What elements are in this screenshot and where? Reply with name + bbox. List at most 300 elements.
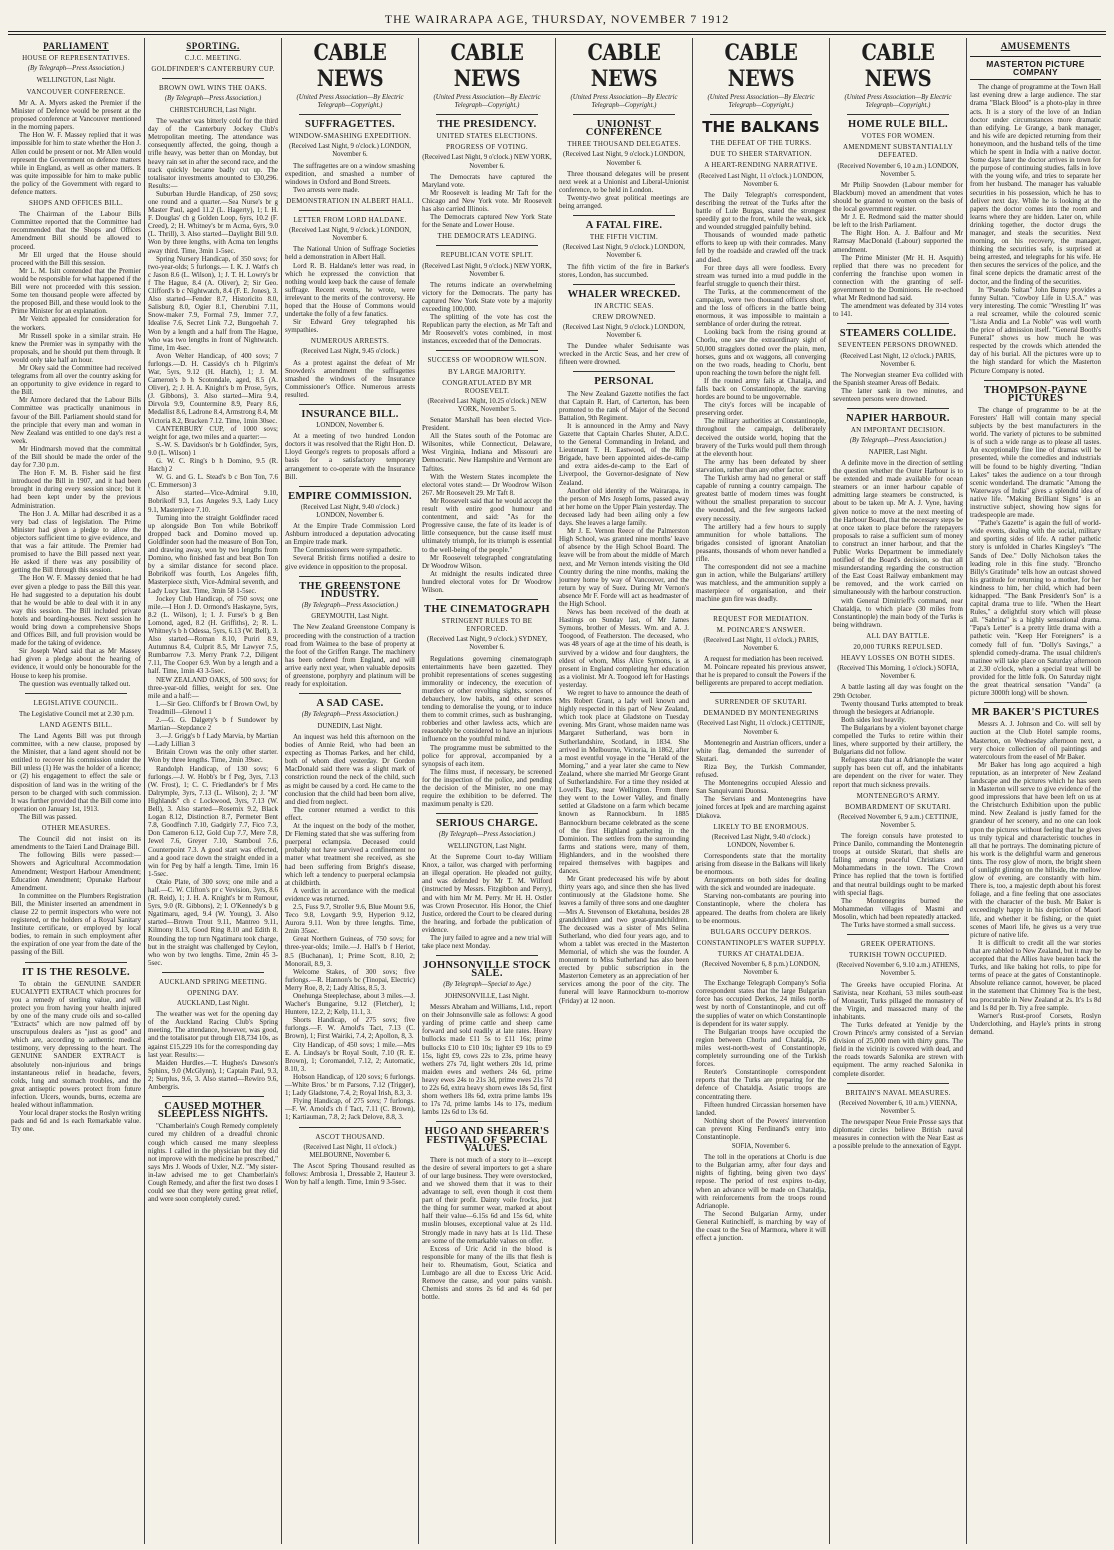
article-paragraph: The Dundee whaler Seduisante was wrecked in the Arctic Seas, and her crew of fifteen were drowned. [559, 342, 689, 367]
wire-credit: (By Telegraph—Press Association.) [438, 831, 536, 839]
cable-news-title: CABLE NEWS [587, 40, 661, 92]
column-rule [299, 576, 401, 577]
article-paragraph: All the States south of the Potomac are Wilsonites, while Connecticut, Delaware, West Virginia, Indiana and Missouri are Democratic. New Hampshire and Vermont are Taftites. [422, 432, 552, 473]
article-paragraph: The programme must be submitted to the police for approval, accompanied by a synopsis of each item. [422, 743, 552, 768]
article-paragraph: Mr Grant predeceased his wife by about thirty years ago, and since then she has lived continuously at the Gladstone home. She leaves a family of three sons and one daughter—Mrs A. Stevenson of Eketahuna, besides 28 grandchildren and two great-grandchildren. The deceased was a sister of Mrs Selina Sutherland, who died four years ago, and to whom a tablet was erected in the Masterton Memorial, of which she was the founder. A monument to Miss Sutherland has also been erected by public subscription in the Masterton Cemetery as an appreciation of her services among the poor of the city. The funeral will leave Rannockburn to-morrow (Friday) at 12 noon. [559, 875, 689, 1005]
subheading: MONTENEGRO'S ARMY. [856, 791, 940, 800]
column-grid [8, 38, 1106, 1544]
cable-news-title: CABLE NEWS [724, 40, 798, 92]
article-paragraph: There is not much of a story to it—except the desire of several importers to get a share of our large business. They were overstocked, and we showed them that it was to their advantage to sell, even though it cost them part of their profit. Dainty voile frocks, just the thing for summer wear, marked at about half their value—6.15s 6d and 15s 6d, white muslin blouses, exceptional value at 2s 11d. Strongly made in navy hats at 1s 11d. These are some of the remarkable values on offer. [422, 1155, 552, 1245]
subheading: CONSTANTINOPLE'S WATER SUPPLY. [696, 938, 826, 947]
article-paragraph: The following Bills were passed:— Showers and Agricultural Accommodation Amendment; Westport Harbour Amendment; Education Amendment; Opunake Harbour Amendment. [11, 851, 141, 892]
article-paragraph: A battle lasting all day was fought on the 29th October. [833, 683, 963, 700]
column-rule [573, 284, 675, 285]
section-heading: AMUSEMENTS [1000, 41, 1071, 51]
cable-news-title: CABLE NEWS [861, 40, 935, 92]
subheading: AMENDMENT SUBSTANTIALLY DEFEATED. [843, 143, 953, 160]
article-headline: THE PRESIDENCY. [437, 119, 537, 131]
article-headline: SERIOUS CHARGE. [436, 818, 538, 830]
article-paragraph: 2.5, Fuss 9.7, Stroller 9.6, Blue Mount 9.6, Teco 9.8, Lovgarth 9.9, Hyperion 9.12, Aurora 9.11. Won by three lengths. Time, 2min 35sec. [285, 902, 415, 936]
subheading: DEMONSTRATION IN ALBERT HALL. [286, 196, 414, 205]
article-paragraph: An inquest was held this afternoon on the bodies of Annie Reid, who had been an expecting as Thomas Parkes, and her child, both of whom died yesterday. Dr Gordon MacDonald said there was a slight mark of constriction round the neck of the child, such as might be caused by a cord. He came to the conclusion that the child had been born alive, and died from neglect. [285, 733, 415, 806]
article-paragraph: The Servians and Montenegrins have joined forces at Ipek and are marching against Diakova. [696, 795, 826, 820]
subheading: LIKELY TO BE ENORMOUS. [713, 822, 809, 831]
article-paragraph: At the Empire Trade Commission Lord Ashburn introduced a deputation advocating an Empire trade mark. [285, 522, 415, 547]
article-paragraph: Mr Hindmarsh moved that the committal of the Bill should be made the order of the day for 7.30 p.m. [11, 444, 141, 470]
dateline: WELLINGTON, Last Night. [36, 76, 116, 84]
article-paragraph: The films must, if necessary, be screened for the inspection of the police, and pending the decision of the Minister, no one may require the exhibition to be deferred. The maximum penalty is £20. [422, 767, 552, 809]
article-paragraph: The foreign consuls have protested to Prince Danilo, commanding the Montenegrin troops at outside Skutari, that shells are falling among peaceful Christians and Mohammedans in the town. The Crown Prince has replied that the town is fortified and that neutral buildings ought to be marked with special flags. [833, 832, 963, 897]
article-headline: A SAD CASE. [316, 698, 384, 710]
article-paragraph: Refugees state that at Adrianople the water supply has been cut off, and the inhabitants are dependent on the river for water. They report that much sickness prevails. [833, 756, 963, 789]
article-paragraph: A request for mediation has been received. [704, 654, 824, 663]
column-rule [299, 1127, 401, 1128]
dateline: (Received Last Night, 9 o'clock.) SYDNEY, November 6. [426, 636, 548, 652]
article-paragraph: The city's forces will be incapable of preserving order. [696, 401, 826, 418]
article-paragraph: Spring Nursery Handicap, of 350 sovs; for two-year-olds; 5 furlongs.— I. K. J. Watt's ch c Jason 8.6 (L. Wilson), 1; J. T. H. Lowry's br f The Hague, 8.4 (A. Oliver), 2; Sir Geo. Clifford's b c Nightwatch, 8.4 (F. E. Jones), 3. Also started—Fender 8.7, Historicito 8.0, Salisburg 8.0, Ogier 8.1, Cherubini 7.11, Snow-maker 7.9, Formal 7.9, Immer 7.7, Idealise 7.6, Secret Link 7.2, Bungoehah 7. Won by a length and a half from The Hague, who was two lengths in front of Nightwatch. Time, 1m 4sec. [148, 254, 278, 352]
feature-headline: THE BALKANS [702, 118, 820, 137]
subheading: NUMEROUS ARRESTS. [310, 337, 390, 346]
subheading: BRITAIN'S NAVAL MEASURES. [845, 1088, 951, 1097]
dateline: (Received November 6, 10 a.m.) VIENNA, November 5. [838, 1099, 958, 1115]
column-rule [710, 692, 812, 693]
article-paragraph: Messrs Abraham and Williams, Ltd., report on their Johnsonville sale as follows: A good yarding of prime cattle and sheep came forward and sold readily at late rates. Heavy bullocks made £11 5s to £11 16s; prime bullocks £10 to £10 10s; lighter £9 10s to £9 15s, light £9, cows 22s to 23s, prime heavy wethers 27s 7d, light wethers 20s 1d, prime maiden ewes and wethers 24s 6d, prime heavy ewes 24s to 21s 3d, prime ewes 21s 7d to 22s 6d, extra heavy shorn ewes 18s 5d, first shorn wethers 18s 6d, extra prime lambs 19s to 17s 7d, prime lambs 14s to 17s, medium lambs 12s 6d to 13s 6d. [422, 1003, 552, 1117]
column-rule [847, 934, 949, 935]
article-headline: UNIONIST CONFERENCE [585, 119, 663, 139]
column-rule [847, 408, 949, 409]
dateline: (Received Last Night, 9 o'clock.) LONDON, November 6. [562, 323, 686, 340]
article-paragraph: Looking back from the rising ground at Chorlu, one saw the extraordinary sight of 50,000 stragglers dotted over the plain, men, horses, guns and ox waggons, all converging on the two roads, heading to Chorlu, bent upon reaching the town before the night fell. [696, 328, 826, 377]
article-paragraph: The Commissioners were sympathetic. [293, 546, 402, 555]
column-rule [573, 215, 675, 216]
article-paragraph: S.-W. S. Davidson's br h Goldfinder, 5yrs, 9.0 (L. Wilson) 1 [148, 440, 278, 457]
article-paragraph: The change of programme to be at the Foresters' Hall will contain many special subjects by the best manufacturers in the world. The variety of pictures to be submitted is of such a wide range as to please all tastes. An exceptionally fine line of dramas will be presented, while the comedies and industrials will be found to be highly diverting. "Indian Lakes" takes the audience on a tour through scenic wonderland. The dramatic "Among the Waterways of India" gives a splendid idea of native life. "Making Brilliant Signs" is an instructive subject, showing how signs for tradespeople are made. [970, 405, 1101, 520]
article-paragraph: The Turkish army had no general or staff capable of running a country campaign. The greatest battle of modern times was fought without the smallest preparation to succour the wounded, and the few surgeons lacked every necessity. [696, 474, 826, 523]
subheading: HEAVY LOSSES ON BOTH SIDES. [840, 654, 956, 663]
article-paragraph: The Hon W. F. Massey denied that he had ever given a pledge to pass the Bill this year. He had suggested to a deputation his doubt that he would be able to deal with it in any way this session. The Bill included private hotels and boarding-houses. Next session he would bring down a comprehensive Shops and Offices Bill, and full provision would be made for the taking of evidence. [11, 574, 141, 648]
article-paragraph: The newspaper Neue Freie Presse says that diplomatic circles believe British naval measures in connection with the Near East as a possible prelude to the annexation of Egypt. [833, 1117, 963, 1151]
article-paragraph: The Greeks have occupied Florina. At Sativista, near Kozhani, 53 miles south-east of Monastir, Turks pillaged the monastery of the Virgin, and massacred many of the inhabitants. [833, 980, 963, 1021]
article-paragraph: The Council did not insist on its amendments to the Taieri Land Drainage Bill. [11, 835, 141, 852]
subheading: CREW DROWNED. [592, 312, 656, 321]
subheading: GREEK OPERATIONS. [860, 940, 936, 949]
article-paragraph: News has been received of the death at Hastings on Sunday last, of Mr James Symons, brother of Messrs. Wm. and A. J. Toogood, of Featherston. The deceased, who was 48 years of age at the time of his death, is survived by a widow and four daughters, the eldest of whom, Miss Alice Symons, is at present in England completing her education as a violinist. Mr A. Toogood left for Hastings yesterday. [559, 608, 689, 689]
subheading: BY LARGE MAJORITY. [448, 367, 526, 376]
article-paragraph: Mr Roosevelt said that he would accept the result with entire good humour and contentment, and said: "As for the Progressive cause, the fate of its leader is of little consequence, but the cause itself must ultimately triumph, for its triumph is essential to the well-being of the people." [422, 496, 552, 554]
subheading: STRINGENT RULES TO BE ENFORCED. [441, 617, 533, 634]
dateline: (Received November 6, 9.10 a.m.) ATHENS, November 5. [836, 962, 960, 978]
wire-credit: (United Press Association—By Electric Telegraph—Copyright.) [570, 94, 678, 109]
subheading: GOLDFINDER'S CANTERBURY CUP. [151, 65, 275, 74]
dateline: (Received Last Night, 9 o'clock.) LONDON, November 6. [288, 227, 412, 243]
dateline: SOFIA, November 6. [731, 1143, 791, 1151]
dateline: NAPIER, Last Night. [868, 448, 928, 456]
subheading: A HEART-RENDING NARRATIVE. [704, 161, 818, 170]
article-paragraph: The Montenegrins burned the Mohammedan villages of Masmi and Mosolin, which had been repeatedly attacked. [833, 896, 963, 921]
subheading: SEVENTEEN PERSONS DROWNED. [838, 341, 958, 350]
article-paragraph: Maiden Hurdles.—T. Hughes's Dawson's Sphinx, 9.0 (McGlynn), 1; Captain Paul, 9.3, 2; Surplus, 9.6, 3. Also started—Rewiro 9.6, Ambergris. [148, 1058, 278, 1092]
subheading: HOUSE OF REPRESENTATIVES. [22, 54, 130, 63]
article-paragraph: NEW ZEALAND OAKS, of 500 sovs; for three-year-old fillies, weight for sex. One mile and a half:— [148, 675, 278, 700]
boxed-headline: MASTERTON PICTURE COMPANY [970, 56, 1101, 80]
article-paragraph: 3.—J. Grigg's b f Lady Marvia, by Martian—Lady Lillian 3 [148, 732, 278, 749]
article-paragraph: Britain Crown was the only other starter. Won by three lengths. Time, 2min 39sec. [148, 748, 278, 765]
subheading: OPENING DAY. [187, 989, 239, 997]
subheading: REPUBLICAN VOTE SPLIT. [440, 251, 534, 260]
column-rule [299, 404, 401, 405]
column-rule [573, 114, 675, 115]
article-paragraph: Correspondents state that the mortality arising from disease in the Balkans will likely be enormous. [696, 851, 826, 877]
wire-credit: (By Telegraph—Press Association.) [301, 711, 399, 719]
dateline: AUCKLAND, Last Night. [176, 1000, 250, 1008]
column-2 [145, 38, 282, 1544]
article-paragraph: Great Northern Guineas, of 750 sovs; for three-year-olds; 1mile.—J. Hall's b f Heriot, 8.5 (Buchanan), 1; Prime Scott, 8.10, 2; Monorail, 8.9, 3. [285, 935, 415, 968]
column-rule [299, 693, 401, 694]
article-paragraph: Hobson Handicap, of 120 sovs; 6 furlongs.—White Bros.' br m Parsons, 7.12 (Trigger), 1; Lady Gladstone, 7.4, 2; Royal Irish, 8.3, 3. [285, 1072, 415, 1098]
wire-credit: (United Press Association—By Electric Telegraph—Copyright.) [296, 94, 404, 109]
article-paragraph: "Pathe's Gazette" is again the full of world-wide events, dealing with the social, military and sporting sides of life. A rather pathetic story is unfolded in Charles Kingsley's "The Sands of Dee." Dolly Nicholson takes the leading role in this fine study. "Broncho Billy's Gratitude" tells how an outcast showed his gratitude for returning to a mother, for her kindness to him, her child, which had been kidnapped. "The Bank President's Son" is a capital drama true to life. "When the Heart Rules," a delightful story which will please all. "Sabrina" is a highly sensational drama. "Papa's Letter" is a pretty little drama with a pathetic vein. "Keep Her Foreigners" is a comedy full of fun. "Dolly's Savings," a splendid comedy-drama. The usual children's matinee will take place on Saturday afternoon at 2.30 o'clock, when a special treat will be provided for the little folk. On Saturday night the great theatrical sensation "Vanda" (a picture 3000ft long) will be shown. [970, 519, 1101, 698]
subheading: UNITED STATES ELECTIONS. [436, 132, 538, 141]
article-paragraph: The latter sank in two minutes, and seventeen persons were drowned. [833, 386, 963, 403]
article-paragraph: I.—Sir Geo. Clifford's br f Brown Owl, by Treadmill—Glenowl 1 [148, 699, 278, 716]
wire-credit: (By Telegraph—Press Association.) [27, 65, 125, 73]
article-paragraph: The suffragettes are on a window smashing expedition, and smashed a number of windows in Oxford and Bond Streets. [285, 161, 415, 186]
column-rule [847, 1083, 949, 1084]
article-paragraph: The artillery had a few hours to supply ammunition for whole battalions. The brigades consisted of ignorant Anatolian peasants, thousands of whom never handled a rifle. [696, 522, 826, 563]
article-paragraph: Sir Edward Grey telegraphed his sympathies. [285, 318, 415, 335]
article-paragraph: M. Poincare repeated his previous answer, that he is prepared to consult the Powers if the belligerents are prepared to accept mediation. [696, 663, 826, 688]
subheading: BROWN OWL WINS THE OAKS. [159, 84, 267, 93]
article-headline: WHALER WRECKED. [567, 288, 681, 300]
column-rule [162, 972, 264, 973]
wire-credit: (By Telegraph—Special to Age.) [443, 981, 531, 989]
subheading: OTHER MEASURES. [41, 824, 111, 833]
column-rule [710, 609, 812, 610]
article-paragraph: Welcome Stakes, of 300 sovs; five furlongs.—R. Hannon's bc (Tinopai, Electric) Merry Roe, 8, 2; Lady Altiss, 8.5, 3. [285, 967, 415, 992]
article-paragraph: The fifth victim of the fire in Barker's stores, London, has succumbed. [559, 262, 689, 279]
article-paragraph: Lord R. B. Haldane's letter was read, in which he expressed the conviction that nothing would keep back the cause of female suffrage. Recent events, he wrote, were irrelevant to the merits of the controversy. He hoped that the House of Commons would undertake the folly of a few fanatics. [285, 261, 415, 319]
wire-credit: (United Press Association—By Electric Telegraph—Copyright.) [433, 94, 541, 109]
article-paragraph: The Norwegian steamer Eva collided with the Spanish steamer Areas off Bedaix. [833, 370, 963, 387]
article-headline: A FATAL FIRE. [585, 220, 663, 232]
article-paragraph: City Handicap, of 450 sovs; 1 mile.—Mrs E. A. Lindsay's br Royal Soult, 7.10 (R. E. Brown), 1; Coromandel, 7.12, 2; Automatic, 8.10, 3. [285, 1040, 415, 1073]
article-paragraph: The Bulgarian troops have occupied the region between Chorlu and Chataldja, 26 miles west-north-west of Constantinople, completely surrounding one of the Turkish forces. [696, 1027, 826, 1069]
article-paragraph: Fifteen hundred Circassian horsemen have landed. [696, 1100, 826, 1117]
column-rule [436, 1121, 538, 1122]
dateline: (Received Last Night, 12 o'clock.) PARIS, November 6. [840, 352, 956, 368]
article-paragraph: At a meeting of two hundred London doctors it was resolved that the Right Hon. D. Lloyd George's regrets to proposals afford a basis for a satisfactory temporary arrangement to co-operate with the Insurance Bill. [285, 432, 415, 481]
article-paragraph: Also started—Vice-Admiral 9.10, Bobrikoff 9.3, Los Angeles 9.3, Lady Lucy 9.1, Masterpiece 7.10. [148, 489, 278, 514]
subheading: THE DEFEAT OF THE TURKS. [710, 139, 812, 148]
article-headline: THE CINEMATOGRAPH [424, 604, 550, 616]
subheading: SURRENDER OF SKUTARI. [715, 698, 807, 707]
article-paragraph: Twenty-two great political meetings are being arranged. [559, 193, 689, 211]
article-headline: CAUSED MOTHER SLEEPLESS NIGHTS. [157, 1101, 269, 1121]
dateline: DUNEDIN, Last Night. [317, 722, 383, 730]
article-paragraph: The Turks have stormed a small success. [841, 921, 956, 930]
section-heading: SPORTING. [186, 41, 240, 51]
subheading: SHOPS AND OFFICES BILL. [28, 199, 124, 208]
article-paragraph: Otaio Plate, of 300 sovs; one mile and a half.—C. W. Clifton's pr c Vevision, 3yrs, 8.6 (R. Reid), 1; J. H. A. Knight's br m Rumour, 5yrs, 9.0 (R. Gibbons), 2; I. O'Kennedy's b g Ngatimaru, aged, 9.4 (W. Young), 3. Also started—Brown Trout 9.11, Mantreo 9.11, Kilmony 8.13, Good Ring 8.10 and Edith 8. Rounding the top turn Ngatimaru took charge, but in the straight was challenged by Ceylon, who won by two lengths. Time, 2min 45 3-5sec. [148, 877, 278, 967]
article-paragraph: Mr Okey said the Committee had received telegrams from all over the country asking for an opportunity to give evidence in regard to the Bill. [11, 363, 141, 397]
dateline: GREYMOUTH, Last Night. [311, 613, 389, 621]
subheading: AN IMPORTANT DECISION. [850, 426, 946, 435]
dateline: (Received This Morning, 1 o'clock.) SOFIA, November 6. [837, 665, 959, 681]
article-paragraph: The Chairman of the Labour Bills Committee reported that the Committee had recommended that the Shops and Offices Amendment Bill should be allowed to proceed. [11, 210, 141, 251]
column-1 [8, 38, 145, 1544]
article-paragraph: Excess of Uric Acid in the blood is responsible for many of the ills that flesh is heir to. Rheumatism, Gout, Sciatica and Lumbago are all due to Excess Uric Acid. Remove the cause, and your pains vanish. Chemists and stores 2s 6d and 4s 6d per bottle. [422, 1244, 552, 1302]
article-paragraph: The coroner returned a verdict to this effect. [285, 805, 415, 822]
article-paragraph: The Bulgarians by a violent bayonet charge compelled the Turks to retire within their lines, where supported by their artillery, the Bulgarians did not follow. [833, 723, 963, 757]
article-paragraph: The Ascot Spring Thousand resulted as follows: Ambrosia 1, Dressable 2, Hauteur 3. Won by half a length. Time, 1min 9 3-5sec. [285, 1161, 415, 1186]
article-paragraph: The toll in the operations at Chorlu is due to the Bulgarian army, after four days and nights of fighting, being given two days' repose. The period of rest expires to-day, when an advance will be made on Chataldja, with reinforcements from the troops round Adrianople. [696, 1153, 826, 1210]
article-headline: THE GREENSTONE INDUSTRY. [299, 580, 401, 600]
article-paragraph: The Second Bulgarian Army, under General Kutinchieff, is marching by way of the coast to the Sea of Marmora, where it will effect a junction. [696, 1209, 826, 1243]
article-paragraph: The National Union of Suffrage Societies held a demonstration in Albert Hall. [285, 245, 415, 262]
article-paragraph: The jury failed to agree and a new trial will take place next Monday. [422, 934, 552, 951]
article-paragraph: The Prime Minister (Mr H. H. Asquith) replied that there was no precedent for conferring the franchise upon women in connection with the granting of self-government to the Dominions. He re-echoed what Mr Redmond had said. [833, 253, 963, 303]
article-paragraph: The Hon J. A. Millar had described it as a very bad class of legislation. The Prime Minister had given a pledge to allow the objectors sufficient time to give evidence, and that was a fair attitude. The Premier had promised to have the Bill passed next year. He asked if there was any possibility of getting the Bill through this session. [11, 509, 141, 575]
column-8 [967, 38, 1104, 1544]
subheading: REQUEST FOR MEDIATION. [713, 614, 809, 623]
column-rule [847, 323, 949, 324]
article-paragraph: Mr J. E. Redmond said the matter should be left to the Irish Parliament. [833, 213, 963, 230]
article-paragraph: Regulations governing cinematograph entertainments have been gazetted. They prohibit representations of scenes suggesting immorality or indecency, the execution of murders or other revolting sights, scenes of debauchery, low habits, and other scenes tending to demoralise the young, or to induce them to commit crimes, such as bushranging, robberies and other lawless acts, which are reasonably be considered to have an injurious influence on the youthful mind. [422, 654, 552, 744]
article-paragraph: We regret to have to announce the death of Mrs Robert Grant, a lady well known and highly respected in this part of New Zealand, which took place at Gladstone on Tuesday evening. Mrs Grant, whose maiden name was Margaret Sutherland, was born in Sutherlandshire, Scotland, in 1834. She arrived in Melbourne, Victoria, in 1862, after a most eventful voyage in the "Herald of the Morning," and a year later she came to New Zealand, where she married Mr George Grant of Sutherlandshire. For a time they resided at Lovell's Bay, near Wellington. From there they went to the Lower Valley, and finally settled at Gladstone on a farm which became known as Rannockburn. In 1885 Bannockburn became celebrated as the scene of the first Highland gathering in the Dominion. The settlers from the surrounding farms and stations were, many of them, Highlanders, and in the woolshed there repaired themselves with bagpipes and dances. [559, 689, 689, 876]
article-paragraph: The Bill was passed. [19, 812, 77, 821]
column-4 [419, 38, 556, 1544]
column-5 [556, 38, 693, 1544]
article-paragraph: The Hon F. M. B. Fisher said he first introduced the Bill in 1907, and it had been brought in during every session since; but it had been kept under by the previous Administration. [11, 469, 141, 510]
article-paragraph: The weather was bitterly cold for the third day of the Canterbury Jockey Club's Metropolitan meeting. The attendance was consequently affected, the going, though a trifle heavy, was better than on Monday, but heavy rain set in after the second race, and the track quickly became badly cut up. The totalisator investments amounted to £30,296. Results:— [148, 117, 278, 190]
subheading: C.J.C. MEETING. [184, 54, 242, 63]
article-paragraph: The Exchange Telegraph Company's Sofia correspondent states that the large Bulgarian force has occupied Derkos, 24 miles north-west by north of Constantinople, and cut off the supplies of water on which Constantinople is dependent for its water supply. [696, 979, 826, 1028]
subheading: BULGARS OCCUPY DERKOS. [710, 927, 812, 936]
column-rule [25, 962, 127, 963]
section-heading: PARLIAMENT [43, 41, 109, 51]
column-rule [25, 693, 127, 694]
article-paragraph: Messrs A. J. Johnson and Co. will sell by auction at the Club Hotel sample rooms, Masterton, on Wednesday afternoon next, a very choice collection of oil paintings and watercolours from the easel of Mr Baker. [970, 720, 1101, 761]
subheading: IN ARCTIC SEAS. [594, 301, 654, 310]
article-paragraph: Suburban Hurdle Handicap, of 250 sovs; one round and a quarter.—Sea Nurse's br g Master Paul, aged 11.2 (L. Hagerty), 1; I. H. F. Douglas' ch g Golden Loop, 6yrs, 10.2 (F. Creed), 2; H. Whitney's br m Acma, 6yrs, 9.0 (L. Thrill), 3. Also started—Daylight Bill 9.0. Won by three lengths, with Acma ten lengths away third. Time, 3min 1-5sec. [148, 189, 278, 255]
article-paragraph: At the inquest on the body of the mother, Dr Fleming stated that she was suffering from puerperal eclampsia. Deceased could probably not have survived a confinement no matter what treatment she received, as she had been suffering from Bright's disease, which left a tendency to puerperal eclampsia at childbirth. [285, 822, 415, 887]
article-paragraph: Reuter's Constantinople correspondent reports that the Turks are preparing for the defence of Chataldja. Asiatic troops are concentrating there. [696, 1068, 826, 1101]
article-paragraph: Mr Baker has long ago acquired a high reputation, as an interpreter of New Zealand landscape and the pictures which he has seen in Masterton will serve to give evidence of the good impressions that have been left on us at the Christchurch Exhibition upon the public mind. New Zealand is justly famed for the grandeur of her scenery, and no one can look upon the pictures without feeling that he gives us truly typical and characteristic touches in all that he portrays. The dominating picture of his work is the delightful warm and generous tints. The rosy glow of morn, the bright sheen of sunlight glinting on the hillside, the mellow glow of evening, are constantly with him. There is, too, a majestic depth about his forest foliage, and a fine feeling that one associates with the character of the bush. Mr Baker is exceedingly happy in his depiction of Maori life, and whether it be fishing, or the quiet scenes of Maori life, he gives us a very true picture of native life. [970, 760, 1101, 939]
article-headline: PERSONAL [594, 376, 654, 388]
subheading: THE FIFTH VICTIM. [589, 233, 659, 242]
article-paragraph: The Legislative Council met at 2.30 p.m. [19, 709, 134, 718]
article-paragraph: The returns indicate an overwhelming victory for the Democrats. The party has captured New York State vote by a majority exceeding 100,000. [422, 280, 552, 313]
subheading: TURKS AT CHATALDEJA. [717, 949, 805, 958]
column-rule [847, 114, 949, 115]
subheading: DEMANDED BY MONTENEGRINS [703, 709, 819, 718]
subheading: M. POINCARE'S ANSWER. [716, 625, 806, 634]
subheading: AUCKLAND SPRING MEETING. [158, 977, 268, 986]
dateline: (Received Last Night, 10.25 o'clock.) NEW YORK, November 5. [427, 397, 547, 413]
dateline: (Received Last Night, 9.45 o'clock.) [300, 348, 400, 356]
article-paragraph: The Daily Telegraph's correspondent, describing the retreat of the Turks after the battle of Lule Burgas, stated the strongest speedily got to the front, while the weak, sick and wounded struggled painfully behind. [696, 190, 826, 232]
article-paragraph: The New Zealand Greenstone Company is proceeding with the construction of a traction road from Waimea to the base of property at the foot of the Griffen Range. The machinery has been ordered from England, and will arrive early next year, when valuable deposits of greenstone, porphyry and platinum will be ready for exploitation. [285, 623, 415, 689]
article-paragraph: Randolph Handicap, of 130 sovs; 6 furlongs.—J. W. Hobb's br f Peg, 3yrs, 7.13 (W. Frost), 1; C. C. Friedlander's br f Mrs Dalrymple, 3yrs, 7.13 (L. Wilson), 2; J. "M' Highlands" ch c Lockwood, 3yrs, 7.13 (W. Bell), 3. Also started—Rosemix 9.2, Black Logan 8.12, Distinction 8.7, Permeter Bent 7.8, Goodfinch 7.10, Gadgirly 7.7, Fico 7.3, Don Cameron 6.12, Gold Cup 7.7, Mere 7.8, Jewel 7.6, Greyer 7.10, Stamboul 7.6, Counterpoint 7.3. A good start was effected, and a good race down the straight ended in a win for Peg by half a length. Time, 1min 16 1-5sec. [148, 764, 278, 878]
subheading: ASCOT THOUSAND. [315, 1132, 385, 1141]
article-paragraph: Mr Roosevelt telegraphed congratulating Dr Woodrow Wilson. [422, 553, 552, 570]
article-headline: JOHNSONVILLE STOCK SALE. [422, 960, 552, 980]
column-6 [693, 38, 830, 1544]
article-paragraph: Three thousand delegates will be present next week at a Unionist and Liberal-Unionist conference, to be held in London. [559, 169, 689, 194]
column-rule [436, 813, 538, 814]
article-paragraph: The question was eventually talked out. [19, 679, 131, 688]
wire-credit: (By Telegraph—Press Association.) [849, 437, 947, 445]
cable-news-title: CABLE NEWS [450, 40, 524, 92]
article-paragraph: At the Supreme Court to-day William Knox, a tailor, was charged with performing an illegal operation. He pleaded not guilty, and was defended by Mr T. M. Wilford (instructed by Messrs. Fitzgibbon and Perry), and with him Mr M. Perry. Mr H. H. Ostler was Crown Prosecutor. His Honor, the Chief Justice, ordered the Court to be cleared during the hearing, and forbade the publication of evidence. [422, 853, 552, 934]
article-paragraph: Your local draper stocks the Roslyn writing pads and 6d and 1s each Remarkable value. Try one. [11, 1109, 141, 1134]
article-paragraph: Nothing short of the Powers' intervention can prevent King Ferdinand's entry into Constantinople. [696, 1116, 826, 1141]
article-paragraph: Sir Joseph Ward said that as Mr Massey had given a pledge about the hearing of evidence, it would only be honourable for the House to keep his promise. [11, 647, 141, 680]
article-paragraph: The Democrats have captured the Maryland vote. [422, 172, 552, 189]
article-paragraph: Twenty thousand Turks attempted to break through the besiegers at Adrianople. [833, 699, 963, 716]
dateline: (Received November 6, 10 a.m.) LONDON, November 5. [837, 162, 959, 178]
article-paragraph: Warner's Rust-proof Corsets, Roslyn Underclothing, and Hayle's prints in strong demand. [970, 1011, 1101, 1036]
article-paragraph: Turning into the straight Goldfinder raced up alongside Bon Ton while Bobrikoff dropped back and Domino moved up. Goldfinder soon had the measure of Bon Ton, and drawing away, won by two lengths from Domino, who finished fast and beat Bon Ton by a similar distance for second place. Bobrikoff was fourth, Los Angeles fifth, Masterpiece sixth, Vice-Admiral seventh, and Lady Lucy last. Time, 3min 58 1-5sec. [148, 513, 278, 595]
subheading: CONGRATULATED BY MR ROOSEVELT. [442, 378, 532, 395]
article-headline: THOMPSON-PAYNE PICTURES [983, 384, 1088, 404]
subheading: LETTER FROM LORD HALDANE. [293, 216, 407, 225]
article-paragraph: In committee on the Plumbers Registration Bill, the Minister inserted an amendment in clause 22 to permit inspectors who were not registered, or the holders of a Royal Sanitary Institute certificate, or employed by local bodies, to remain in such employment after the expiration of one year from the date of the passing of the Bill. [11, 891, 141, 957]
article-paragraph: Thousands of wounded made pathetic efforts to keep up with their comrades. Many fell by the roadside and crawled off the track and died. [696, 231, 826, 264]
article-paragraph: With the Western States incomplete the electoral votes stand:— Dr Woodrow Wilson 267. Mr Roosevelt 29. Mr Taft 8. [422, 472, 552, 497]
wire-credit: (By Telegraph—Press Association.) [301, 601, 399, 609]
article-paragraph: CANTERBURY CUP, of 1000 sovs; weight for age, two miles and a quarter:— [148, 424, 278, 441]
article-paragraph: Onehunga Steeplechase, about 3 miles.—J. Wacher's Bungarine, 9.12 (Fletcher), 1; Huntere, 12.2, 2; Kelp, 11.1, 3. [285, 992, 415, 1017]
article-headline: SUFFRAGETTES. [305, 119, 395, 131]
article-paragraph: The change of programme at the Town Hall last evening drew a large audience. The star drama "Black Blood" is a photo-play in three acts. It is a story of the love of an Indian doctor under circumstances more dramatic than edifying. Le Grange, a bank manager, and his wife are depicted returning from their honeymoon, and the husband tells of the time which he spent in India with a native doctor. Some days later the doctor arrives in town for the purpose of continuing studies, falls in love with the young wife, and tries to separate her from her husband. The manager has valuable securities in his possession, which he has to deliver next day. While he is looking at the papers the doctor comes into the room and learns where they are hidden. Later on, while drinking together, the doctor drugs the manager, and steals the securities. Next morning, on his recovery, the manager, thinking the securities safe, is surprised at being arrested, and telegraphs for his wife. He then secures the services of the police, and the final scene depicts the dramatic arrest of the doctor, and the finding of the securities. [970, 83, 1101, 286]
column-rule [436, 350, 538, 351]
article-headline: NAPIER HARBOUR. [846, 413, 950, 425]
article-paragraph: The military authorities at Constantinople, throughout the campaign, deliberately deceived the outside world, hoping that the bravery of the Turks would pull them through at the eleventh hour. [696, 417, 826, 458]
article-paragraph: Mr Philip Snowden (Labour member for Blackburn) moved an amendment that votes should be granted to women on the basis of the local government register. [833, 180, 963, 214]
article-paragraph: 2.—G. G. Dalgety's b f Sundower by Martian—Stepdance 2 [148, 716, 278, 733]
article-paragraph: Mr Roosevelt is leading Mr Taft for the Chicago and New York vote. Mr Roosevelt has also carried Illinois. [422, 188, 552, 214]
masthead: THE WAIRARAPA AGE, THURSDAY, NOVEMBER 7 1912 [384, 12, 730, 26]
article-paragraph: The Land Agents Bill was put through committee, with a new clause, proposed by the Minister, that a land agent should not be entitled to recover his commission under the Bill unless (1) He was the holder of a licence; or (2) his engagement to effect the sale or disposition of land was in the writing of the person to be charged with such commission. It was further provided that the Bill come into operation on January 1st, 1913. [11, 732, 141, 813]
article-paragraph: The amendment was defeated by 314 votes to 141. [833, 302, 963, 319]
article-paragraph: W. G. and G. L. Stead's b c Bon Ton, 7.6 (C. Emmerson) 3 [148, 473, 278, 490]
article-paragraph: In "Pseudo Sultan" John Bunny provides a funny Sultan. "Cowboy Life in U.S.A." was very interesting. The comic "Wrestling It" was a real screamer, while the coloured scenic "Lista Andia and La Noble" was well worth the price of admission itself. "General Booth's Funeral" shows us how much he was respected by the crowds which attended the day of his burial. All the pictures were up to the high standard for which the Masterton Picture Company is noted. [970, 285, 1101, 375]
article-paragraph: Arrangements on both sides for dealing with the sick and wounded are inadequate. [696, 876, 826, 893]
dateline: (Received Last Night, 9.40 o'clock.) LONDON, November 6. [711, 833, 811, 849]
cable-news-title: CABLE NEWS [313, 40, 387, 92]
dateline: LONDON, November 6. [316, 422, 384, 430]
subheading: WINDOW-SMASHING EXPEDITION. [288, 132, 412, 141]
dateline: (Received Last Night, 9 o'clock.) LONDON, November 6. [562, 151, 686, 167]
subheading: VOTES FOR WOMEN. [861, 132, 935, 141]
article-paragraph: The New Zealand Gazette notifies the fact that Captain R. Hart, of Carterton, has been promoted to the rank of Major of the Second Battalion, 9th Regiment. [559, 389, 689, 422]
wire-credit: (By Telegraph—Press Association.) [164, 95, 262, 103]
subheading: ALL DAY BATTLE. [866, 631, 930, 640]
column-rule [984, 380, 1087, 381]
article-paragraph: Mr Russell spoke in a similar strain. He knew the Premier was in sympathy with the proposals, and he should put them through. It would only take half an hour. [11, 331, 141, 364]
article-paragraph: Flying Handicap, of 275 sovs; 7 furlongs.—F. W. Arnold's ch f Tact, 7.11 (C. Brown), 1; Kartiauman, 7.8, 2; Jack Delove, 8.8, 3. [285, 1097, 415, 1122]
column-rule [162, 1096, 264, 1097]
subheading: LEGISLATIVE COUNCIL. [33, 698, 119, 707]
dateline: (Received November 6, 9 a.m.) CETTINJE, November 5. [838, 813, 958, 829]
article-paragraph: Riza Bey, the Turkish Commander, refused. [696, 762, 826, 780]
article-paragraph: Starving non-combatants are pouring into Constantinople, where the cholera has appeared. The deaths from cholera are likely to be enormous. [696, 892, 826, 925]
subheading: THREE THOUSAND DELEGATES. [567, 140, 681, 149]
dateline: (Received Last Night, 11 o'clock.) MELBOURNE, November 6. [303, 1143, 397, 1159]
article-paragraph: with General Dimitrieff's command, near Chataldja, to which place (30 miles from Constantinople) the main body of the Turks is being withdrawn. [833, 596, 963, 629]
article-paragraph: To obtain the GENUINE SANDER EUCALYPTI EXTRACT which procures for you a remedy of sterling value, and will protect you from having your health injured by one of the many crude oils and so-called "Extracts" which are now palmed off by unscrupulous dealers as "just as good" and which are, according to authentic medical testimony, very depressing to the heart. The GENUINE SANDER EXTRACT is absolutely non-injurious and brings instantaneous relief in headache, fevers, colds, lung and stomach troubles, and the great antiseptic powers protect from future infection. Ulcers, wounds, burns, eczema are healed without inflammation. [11, 979, 141, 1110]
dateline: (Received Last Night, 9 o'clock.) NEW YORK, November 6. [422, 262, 552, 278]
column-rule [299, 486, 401, 487]
subheading: BOMBARDMENT OF SKUTARI. [845, 802, 951, 811]
article-paragraph: Mr Ell urged that the House should proceed with the Bill this session. [11, 250, 141, 267]
column-rule [984, 702, 1087, 703]
column-rule [436, 955, 538, 956]
article-headline: HUGO AND SHEARER'S FESTIVAL OF SPECIAL VALUES. [424, 1126, 550, 1154]
dateline: CHRISTCHURCH, Last Night. [169, 106, 257, 114]
subheading: DUE TO SHEER STARVATION. [710, 150, 812, 159]
article-headline: HOME RULE BILL. [848, 119, 948, 131]
article-paragraph: At midnight the results indicated three hundred electoral votes for Dr Woodrow Wilson. [422, 569, 552, 594]
article-headline: INSURANCE BILL. [301, 409, 399, 420]
column-rule [436, 599, 538, 600]
article-paragraph: Shorts Handicap, of 275 sovs; five furlongs.—F. W. Arnold's Tact, 7.13 (C. Brown), 1; First Wairiki, 7.4, 2; Apollon, 8, 3. [285, 1016, 415, 1041]
article-headline: MR BAKER'S PICTURES [971, 707, 1100, 719]
article-paragraph: The Right Hon. A. J. Balfour and Mr Ramsay MacDonald (Labour) supported the amendment. [833, 229, 963, 254]
article-paragraph: G. W. C. Ring's b h Domino, 9.5 (R. Hatch) 2 [148, 457, 278, 474]
article-paragraph: Senator Marshall has been elected Vice-President. [422, 416, 552, 433]
article-paragraph: Several British firms notified a desire to give evidence in opposition to the proposal. [285, 554, 415, 571]
wire-credit: (United Press Association—By Electric Telegraph—Copyright.) [844, 94, 952, 109]
article-paragraph: The splitting of the vote has cost the Republican party the election, as Mr Taft and Mr Roosevelt's votes combined, in most instances, exceeded that of the Democrats. [422, 313, 552, 346]
article-paragraph: The Turks defeated at Yenidje by the Crown Prince's army consisted of a Servian division of 25,000 men with thirty guns. The field in the vicinity is covered with dead, and the roads towards Salonika are strewn with equipment. The army reached Salonika in complete disorder. [833, 1020, 963, 1078]
column-rule [436, 245, 538, 246]
article-paragraph: It is difficult to credit all the war stories that are rabbled to New Zealand, but it may be accepted that the Allies have beaten back the Turks, and like baking hot rolls, to pipe for terms of peace at the gates of Constantinople. Absolute reliance cannot, however, be placed in the statement that Chimney Tea is the best, tea procurable in New Zealand at 2s. It's 1s 8d and 1s 8d per lb. Try a free sample. [970, 938, 1101, 1012]
article-paragraph: It is announced in the Army and Navy Gazette that Captain Charles Shuter, A.D.C. to the General Commanding in Ireland, and Lieutenant T. H. Eastwood, of the Rifle Brigade, have been appointed aides-de-camp and extra aides-de-camp to the Earl of Liverpool, the Governor-designate of New Zealand. [559, 421, 689, 487]
article-paragraph: Mr A. A. Myers asked the Premier if the Minister of Defence would be present at the proposed conference at Vancouver mentioned in the morning papers. [11, 98, 141, 132]
dateline: (Received Last Night, 9 o'clock.) NEW YORK, November 6. [422, 154, 552, 170]
subheading: SUCCESS OF WOODROW WILSON. [427, 356, 547, 365]
article-paragraph: Two arrests were made. [293, 185, 360, 194]
column-rule [436, 114, 538, 115]
subheading: 20,000 TURKS REPULSED. [853, 643, 943, 652]
dateline: (Received Last Night, 9 o'clock.) LONDON, November 6. [562, 244, 686, 260]
column-3 [282, 38, 419, 1544]
article-paragraph: The Democrats captured New York State for the Senate and Lower House. [422, 213, 552, 230]
article-headline: STEAMERS COLLIDE. [839, 328, 957, 340]
article-paragraph: The Montenegrins occupied Alessio and San Sanquivanni Duonsa. [696, 779, 826, 796]
article-paragraph: Jockey Club Handicap, of 750 sovs; one mile.—I Hon J. D. Ormond's Haskayne, 5yrs, 8.2 (L. Wilson), 1; I. J. Furse's b g Ben Lomond, aged, 8.2 (H. Griffiths), 2; R. L. Whitney's b h Odessa, 5yrs, 6.13 (W. Bell), 3. Also started—Roman 8.10, Puriri 8.9, Autumnus 8.4, Culprit 8.5, Mr Lawyer 7.5, Rumbarrow 7.3. Merry Prank 7.2, Diligent 7.11, The Cooper 6.9. Won by a length and a half. Time, 1min 43 3-5sec. [148, 594, 278, 676]
article-headline: IT IS THE RESOLVE. [22, 966, 130, 978]
dateline: (Received Last Night, 11 o'clock.) LONDON, November 6. [698, 172, 824, 188]
subheading: LAND AGENTS BILL. [39, 720, 113, 729]
article-paragraph: Mr Veitch appealed for consideration for the workers. [11, 315, 141, 332]
article-paragraph: If the routed army fails at Chatalja, and falls back on Constantinople, the starving hordes are bound to be ungovernable. [696, 376, 826, 402]
subheading: THE DEMOCRATS LEADING. [437, 232, 537, 241]
article-paragraph: "Chamberlain's Cough Remedy completely cured my children of a dreadful chronic cough which caused me many sleepless nights. I called in the physician but they did not improve with the medicine he prescribed," says Mrs J. Woods of Uxler, N.Z. "My sister-in-law advised me to get Chamberlain's Cough Remedy, and after the first two doses I could see that they were getting great relief, and were soon completely cured." [148, 1122, 278, 1204]
article-paragraph: A definite move in the direction of settling the question whether the Outer Harbour is to be extended and made available for ocean steamers or an inner harbour capable of admitting large steamers be constructed, is about to be taken up. Mr A. J. Vyne, having given notice to move at the next meeting of the Harbour Board, that the necessary steps be at once taken to place before the ratepayers proposals to raise a sufficient sum of money to construct an inner harbour, and that the Public Works Department be immediately notified of the Board's decision, so that all misunderstanding regarding the construction of the East Coast Railway embankment may be removed, and the work carried on simultaneously with the harbour construction. [833, 458, 963, 597]
article-paragraph: The army has been defeated by sheer starvation, rather than any other factor. [696, 457, 826, 474]
dateline: (Received Last Night, 9.40 o'clock.) LONDON, November 6. [300, 503, 400, 519]
column-rule [710, 114, 812, 115]
column-rule [573, 371, 675, 372]
subheading: VANCOUVER CONFERENCE. [26, 87, 126, 96]
masthead-rule-bottom [8, 34, 1106, 35]
article-paragraph: The weather was wet for the opening day of the Auckland Racing Club's Spring meeting. The attendance, however, was good, and the totalisator put through £18,734 10s, as against £15,229 10s for the corresponding day last year. Results:— [148, 1010, 278, 1059]
article-paragraph: For three days all were foodless. Every stream was turned into a mud puddle in the fearful struggle to quench their thirst. [696, 263, 826, 288]
article-paragraph: The Hon W. F. Massey replied that it was impossible for him to state whether the Hon J. Allen could be present or not. Mr Allen would represent the Government on defence matters while in England, as well as other matters. It was quite impossible for him to make public the policy of the Government with regard to defence matters. [11, 131, 141, 196]
